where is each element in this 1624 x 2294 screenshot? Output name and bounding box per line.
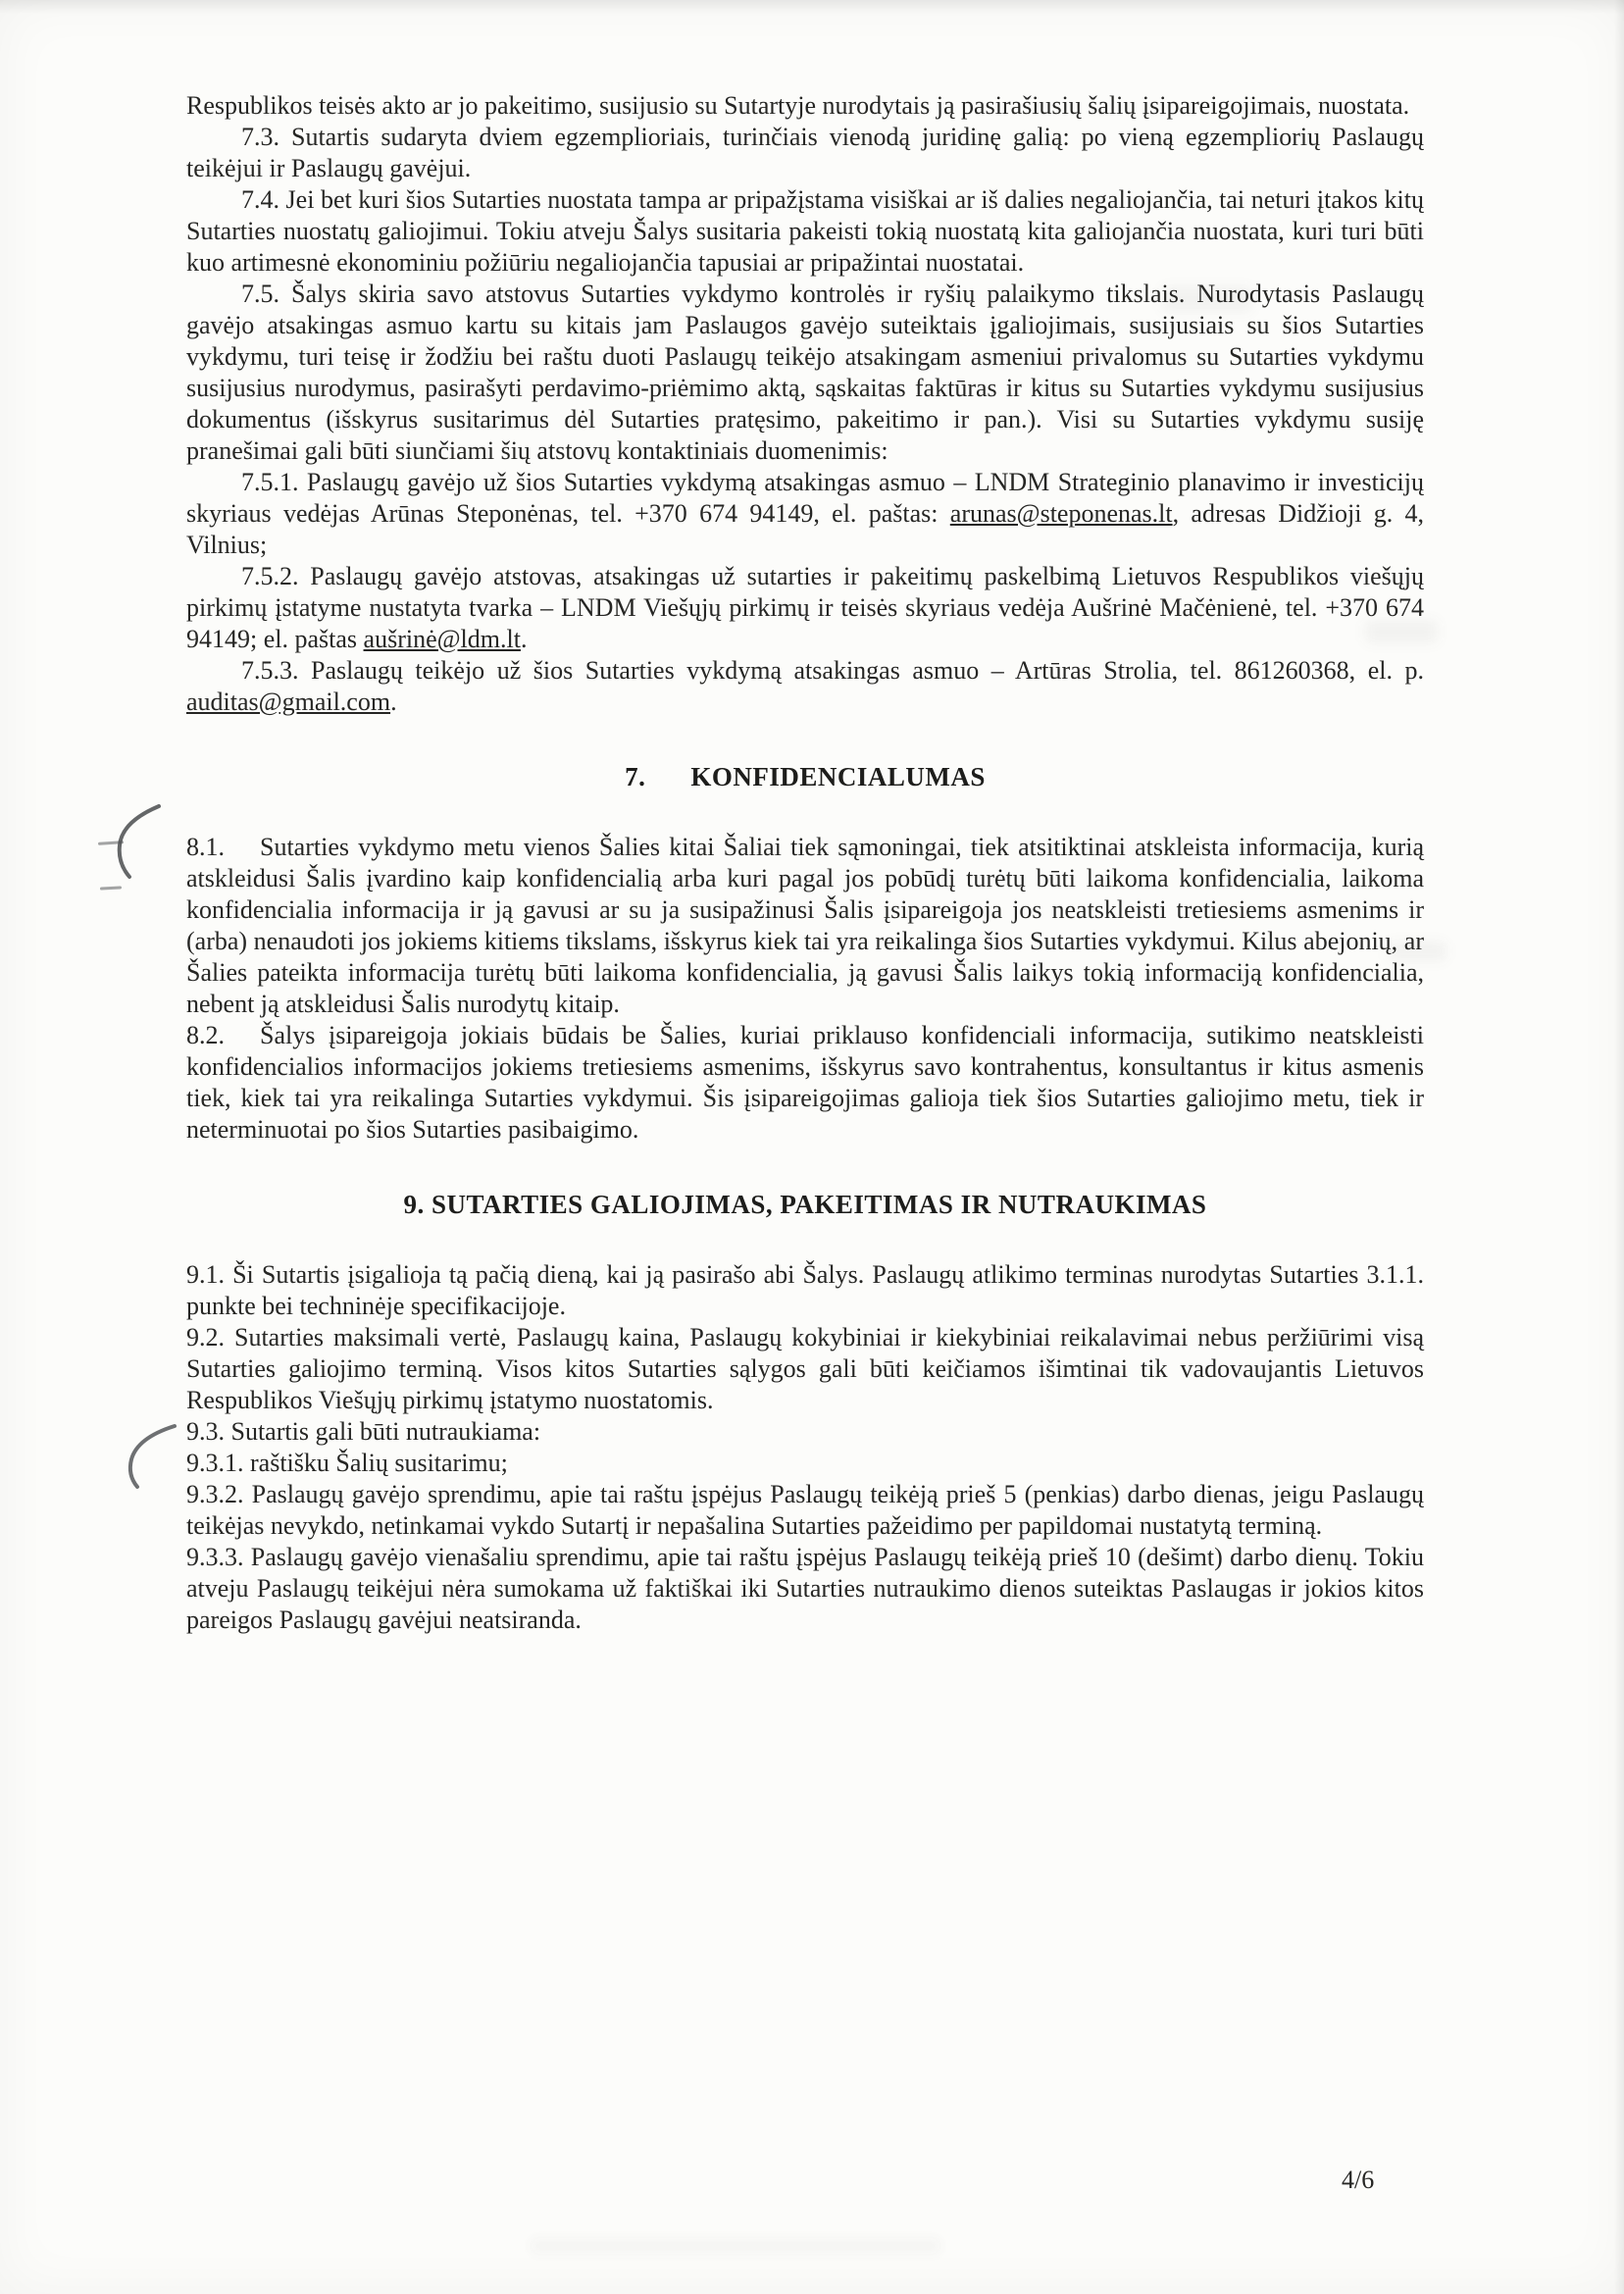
paragraph-8-2-number: 8.2. (186, 1021, 225, 1049)
paragraph-continuation: Respublikos teisės akto ar jo pakeitimo, susijusio su Sutartyje nurodytais ją pasirašiusių šalių įsipareigojimais, nuostata. (186, 91, 1410, 120)
paragraph-8-1-text: Sutarties vykdymo metu vienos Šalies kitai Šaliai tiek sąmoningai, tiek atsitiktinai atskleista informacija, kurią atskleidusi Šalis įvardino kaip konfidencialią arba kuri pagal jos pobūdį turėtų būti laikoma konfidencialia, laikoma konfidencialia informacija ir ją gavusi ar su ja susipažinusi Šalis įsipareigoja jos neatskleisti tretiesiems asmenims ir (arba) nenaudoti jos jokiems kitiems tikslams, išskyrus kiek tai yra reikalinga šios Sutarties vykdymui. Kilus abejonių, ar Šalies pateikta informacija turėtų būti laikoma konfidencialia, ją gavusi Šalis laikys tokią informaciją konfidencialia, nebent ją atskleidusi Šalis nurodytų kitaip. (186, 833, 1424, 1018)
paragraph-9-3: 9.3. Sutartis gali būti nutraukiama: (186, 1417, 541, 1446)
section-7-heading (186, 761, 1424, 792)
paragraph-8-2 (186, 1020, 1424, 1146)
scan-edge-shadow-right (1614, 0, 1624, 2294)
paragraph-9-1: 9.1. Ši Sutartis įsigalioja tą pačią dieną, kai ją pasirašo abi Šalys. Paslaugų atlikimo terminas nurodytas Sutarties 3.1.1. punkte bei techninėje specifikacijoje. (186, 1260, 1424, 1320)
paragraph-9-3-2: 9.3.2. Paslaugų gavėjo sprendimu, apie tai raštu įspėjus Paslaugų teikėją prieš 5 (penkias) darbo dienas, jeigu Paslaugų teikėjas nevykdo, netinkamai vykdo Sutartį ir nepašalina Sutarties pažeidimo per papildomai nustatytą terminą. (186, 1480, 1424, 1540)
paragraph-7-5-3-tail: . (390, 688, 397, 716)
document-content (186, 90, 1424, 1636)
paragraph-7-5-3 (186, 655, 1424, 718)
paragraph-7-5: 7.5. Šalys skiria savo atstovus Sutarties vykdymo kontrolės ir ryšių palaikymo tikslais. Nurodytasis Paslaugų gavėjo atsakingas asmuo kartu su kitais jam Paslaugos gavėjo suteiktais įgaliojimais, susijusiais su šios Sutarties vykdymu, turi teisę ir žodžiu bei raštu duoti Paslaugų teikėjo atsakingam asmeniui privalomus su Sutarties vykdymu susijusius nurodymus, pasirašyti perdavimo-priėmimo aktą, sąskaitas faktūras ir kitus su Sutarties vykdymu susijusius dokumentus (išskyrus susitarimus dėl Sutarties pratęsimo, pakeitimo ir pan.). Visi su Sutarties vykdymu susiję pranešimai gali būti siunčiami šių atstovų kontaktiniais duomenimis: (186, 280, 1424, 465)
page-number: 4/6 (1342, 2166, 1375, 2194)
email-ausrine-ldm: aušrinė@ldm.lt (363, 625, 521, 653)
paragraph-7-4: 7.4. Jei bet kuri šios Sutarties nuostata tampa ar pripažįstama visiškai ar iš dalies negaliojančia, tai neturi įtakos kitų Sutarties nuostatų galiojimui. Tokiu atveju Šalys susitaria pakeisti tokią nuostatą kita galiojančia nuostata, kuri turi būti kuo artimesnė ekonominiu požiūriu negaliojančia tapusiai ar pripažintai nuostatai. (186, 185, 1424, 277)
paragraph-7-5-2 (186, 561, 1424, 655)
paragraph-7-3: 7.3. Sutartis sudaryta dviem egzemplioriais, turinčiais vienodą juridinę galią: po vieną egzempliorių Paslaugų teikėjui ir Paslaugų gavėjui. (186, 123, 1424, 182)
paragraph-9-3-3: 9.3.3. Paslaugų gavėjo vienašaliu sprendimu, apie tai raštu įspėjus Paslaugų teikėją prieš 10 (dešimt) darbo dienų. Tokiu atveju Paslaugų teikėjui nėra sumokama už faktiškai iki Sutarties nutraukimo dienos suteiktas Paslaugas ir jokios kitos pareigos Paslaugų gavėjui neatsiranda. (186, 1543, 1424, 1634)
paragraph-9-3-1: 9.3.1. raštišku Šalių susitarimu; (186, 1449, 508, 1477)
paragraph-8-2-text: Šalys įsipareigoja jokiais būdais be Šalies, kuriai priklauso konfidenciali informacija, sutikimo neatskleisti konfidencialios informacijos jokiems tretiesiems asmenims, išskyrus savo kontrahentus, konsultantus ir kitus asmenis tiek, kiek tai yra reikalinga Sutarties vykdymui. Šis įsipareigojimas galioja tiek šios Sutarties galiojimo metu, tiek ir neterminuotai po šios Sutarties pasibaigimo. (186, 1021, 1424, 1144)
paragraph-7-5-2-tail: . (520, 625, 528, 653)
paragraph-8-1 (186, 832, 1424, 1020)
paragraph-7-5-1-tail: , adresas Didžioji g. 4, Vilnius; (186, 499, 1424, 559)
paragraph-9-2: 9.2. Sutarties maksimali vertė, Paslaugų kaina, Paslaugų kokybiniai ir kiekybiniai reikalavimai nebus peržiūrimi visą Sutarties galiojimo terminą. Visos kitos Sutarties sąlygos gali būti keičiamos išimtinai tik vadovaujantis Lietuvos Respublikos Viešųjų pirkimų įstatymo nuostatomis. (186, 1323, 1424, 1414)
paragraph-7-5-2-text: 7.5.2. Paslaugų gavėjo atstovas, atsakingas už sutarties ir pakeitimų paskelbimą Lietuvos Respublikos viešųjų pirkimų įstatyme nustatyta tvarka – LNDM Viešųjų pirkimų ir teisės skyriaus vedėja Aušrinė Mačėnienė, tel. +370 674 94149; el. paštas (186, 562, 1424, 653)
email-arunas-steponenas: arunas@steponenas.lt (949, 499, 1173, 528)
scan-smudge (530, 2238, 941, 2254)
pen-dash-mark (100, 886, 122, 890)
pen-dash-mark (98, 841, 124, 845)
section-7-title: KONFIDENCIALUMAS (690, 762, 986, 791)
section-7-number: 7. (625, 762, 646, 791)
paragraph-8-1-number: 8.1. (186, 833, 225, 861)
paragraph-7-5-3-text: 7.5.3. Paslaugų teikėjo už šios Sutarties vykdymą atsakingas asmuo – Artūras Strolia, tel. 861260368, el. p. (241, 656, 1424, 685)
pen-stroke-mark (122, 1418, 184, 1493)
email-auditas-gmail: auditas@gmail.com (186, 688, 391, 716)
paragraph-7-5-1 (186, 467, 1424, 561)
paragraph-7-5-1-text: 7.5.1. Paslaugų gavėjo už šios Sutarties vykdymą atsakingas asmuo – LNDM Strateginio planavimo ir investicijų skyriaus vedėjas Arūnas Steponėnas, tel. +370 674 94149, el. paštas: (186, 468, 1424, 528)
scan-edge-shadow-top (0, 0, 1624, 14)
section-9-heading: 9. SUTARTIES GALIOJIMAS, PAKEITIMAS IR NUTRAUKIMAS (403, 1190, 1207, 1219)
